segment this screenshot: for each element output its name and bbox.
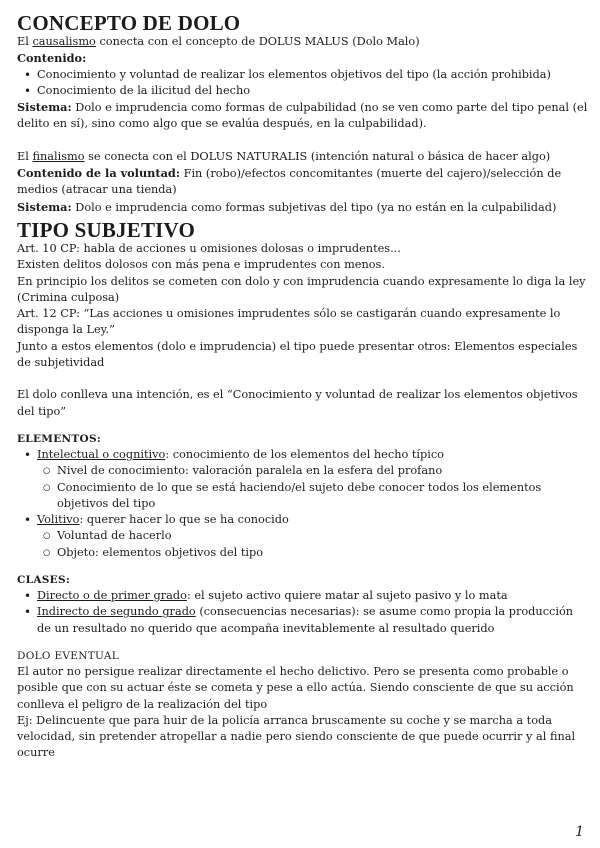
finalismo-term: finalismo	[32, 149, 85, 163]
list-item: • Directo o de primer grado: el sujeto activo quiere matar al sujeto pasivo y lo mata	[37, 588, 590, 604]
clases-title: CLASES:	[17, 574, 71, 587]
heading-tipo-subjetivo: TIPO SUBJETIVO	[17, 217, 196, 242]
list-item: • Conocimiento y voluntad de realizar los elementos objetivos del tipo (la acción prohibida)	[37, 67, 590, 83]
paragraph-line: Existen delitos dolosos con más pena e imprudentes con menos.	[17, 258, 385, 272]
causalismo-term: causalismo	[32, 35, 96, 48]
contenido-list	[17, 67, 590, 100]
sublist-item: ○ Conocimiento de lo que se está haciendo/el sujeto debe conocer todos los elementos objetivos del tipo	[57, 480, 590, 513]
heading-concepto-de-dolo: CONCEPTO DE DOLO	[17, 11, 241, 35]
list-item: • Volitivo: querer hacer lo que se ha conocido ○ Voluntad de hacerlo ○ Objeto: elementos objetivos del tipo	[37, 512, 590, 561]
contenido-label: Contenido:	[17, 51, 87, 66]
paragraph-line: En principio los delitos se cometen con dolo y con imprudencia cuando expresamente lo diga la ley (Crimina culposa)	[17, 274, 586, 304]
page-number: 1	[575, 824, 584, 840]
sublist-item: ○ Objeto: elementos objetivos del tipo	[57, 545, 590, 561]
list-item: • Indirecto de segundo grado (consecuencias necesarias): se asume como propia la producción de un resultado no querido que acompaña inevitablemente al resultado querido	[37, 604, 590, 637]
sublist	[37, 463, 590, 512]
sublist-item: ○ Nivel de conocimiento: valoración paralela en la esfera del profano	[57, 463, 590, 479]
dolo-definition: El dolo conlleva una intención, es el “Conocimiento y voluntad de realizar los elementos objetivos del tipo”	[17, 388, 578, 418]
sistema-finalismo: Sistema: Dolo e imprudencia como formas subjetivas del tipo (ya no están en la culpabilidad)	[17, 199, 557, 214]
list-item: • Conocimiento de la ilicitud del hecho	[37, 83, 590, 99]
list-item: • Intelectual o cognitivo: conocimiento de los elementos del hecho típico ○ Nivel de conocimiento: valoración paralela en la esfera del profano ○ Conocimiento de lo que se está haciendo/el sujeto debe conocer todos los elementos objetivos del tipo	[37, 447, 590, 512]
elementos-list	[17, 447, 590, 561]
contenido-voluntad: Contenido de la voluntad: Fin (robo)/efectos concomitantes (muerte del cajero)/selección de medios (atracar una tienda)	[17, 166, 562, 197]
paragraph-line: El autor no persigue realizar directamente el hecho delictivo. Pero se presenta como probable o posible que con su actuar éste se cometa y pese a ello actúa. Siendo consciente de que su acción conlleva el peligro de la realización del tipo	[17, 664, 574, 711]
causalismo-paragraph: El causalismo conecta con el concepto de DOLUS MALUS (Dolo Malo)	[17, 35, 420, 48]
sublist	[37, 528, 590, 561]
dolo-eventual-title: DOLO EVENTUAL	[17, 649, 120, 662]
sistema-causalismo: Sistema: Dolo e imprudencia como formas de culpabilidad (no se ven como parte del tipo penal (el delito en sí), sino como algo que se evalúa después, en la culpabilidad).	[17, 100, 588, 131]
finalismo-paragraph: El finalismo se conecta con el DOLUS NATURALIS (intención natural o básica de hacer algo)	[17, 149, 551, 163]
paragraph-line: Junto a estos elementos (dolo e imprudencia) el tipo puede presentar otros: Elementos especiales de subjetividad	[17, 339, 578, 370]
clases-list	[17, 588, 590, 637]
paragraph-line: Art. 12 CP: “Las acciones u omisiones imprudentes sólo se castigarán cuando expresamente lo disponga la Ley.”	[17, 307, 561, 337]
paragraph-line: Art. 10 CP: habla de acciones u omisiones dolosas o imprudentes...	[17, 241, 401, 255]
elementos-title: ELEMENTOS:	[17, 432, 102, 445]
sublist-item: ○ Voluntad de hacerlo	[57, 528, 590, 544]
paragraph-line: Ej: Delincuente que para huir de la policía arranca bruscamente su coche y se marcha a toda velocidad, sin pretender atropellar a nadie pero siendo consciente de que puede ocurrir y al final ocurre	[17, 713, 576, 760]
